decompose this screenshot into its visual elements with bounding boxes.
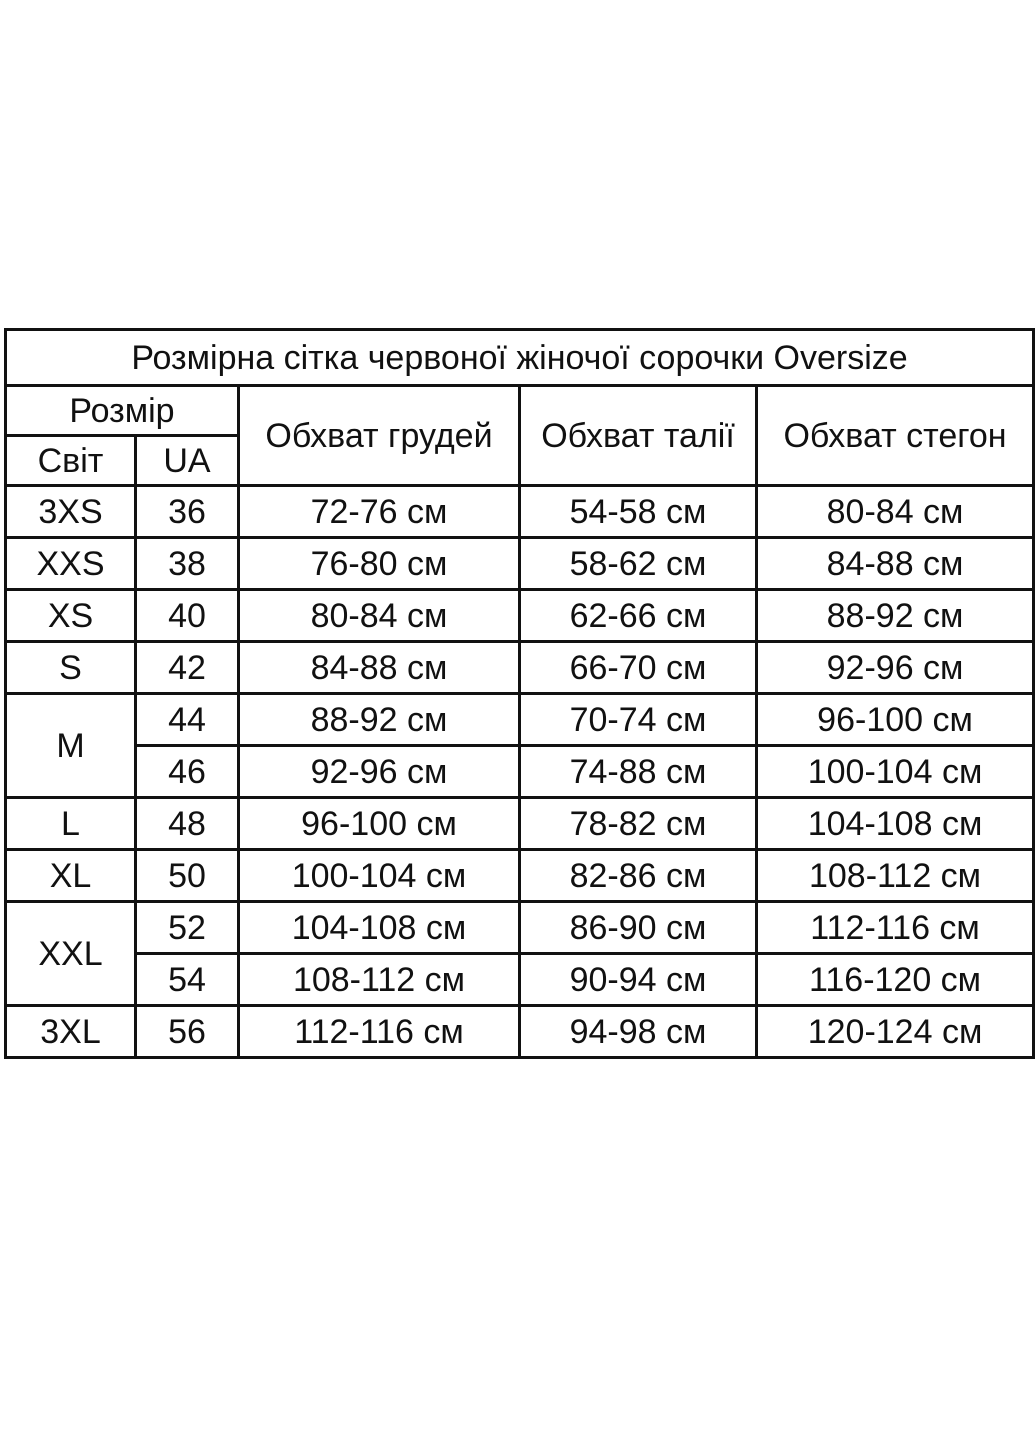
cell-ua: 48 bbox=[136, 798, 239, 850]
table-row bbox=[6, 798, 1034, 850]
cell-hips: 96-100 см bbox=[757, 694, 1034, 746]
table-row bbox=[6, 902, 1034, 954]
cell-world: 3XS bbox=[6, 486, 136, 538]
cell-ua: 40 bbox=[136, 590, 239, 642]
cell-hips: 120-124 см bbox=[757, 1006, 1034, 1058]
cell-hips: 116-120 см bbox=[757, 954, 1034, 1006]
cell-hips: 100-104 см bbox=[757, 746, 1034, 798]
table-row bbox=[6, 486, 1034, 538]
cell-chest: 80-84 см bbox=[239, 590, 520, 642]
cell-world: XXL bbox=[6, 902, 136, 1006]
cell-chest: 104-108 см bbox=[239, 902, 520, 954]
cell-world: XS bbox=[6, 590, 136, 642]
cell-hips: 80-84 см bbox=[757, 486, 1034, 538]
size-chart-table bbox=[4, 328, 1035, 1059]
cell-ua: 44 bbox=[136, 694, 239, 746]
cell-waist: 54-58 см bbox=[520, 486, 757, 538]
cell-chest: 96-100 см bbox=[239, 798, 520, 850]
cell-world: M bbox=[6, 694, 136, 798]
header-ua: UA bbox=[136, 436, 239, 486]
table-row bbox=[6, 1006, 1034, 1058]
cell-hips: 104-108 см bbox=[757, 798, 1034, 850]
table-row bbox=[6, 642, 1034, 694]
cell-ua: 36 bbox=[136, 486, 239, 538]
cell-waist: 58-62 см bbox=[520, 538, 757, 590]
cell-chest: 112-116 см bbox=[239, 1006, 520, 1058]
cell-hips: 108-112 см bbox=[757, 850, 1034, 902]
cell-hips: 84-88 см bbox=[757, 538, 1034, 590]
cell-chest: 92-96 см bbox=[239, 746, 520, 798]
cell-waist: 94-98 см bbox=[520, 1006, 757, 1058]
cell-waist: 86-90 см bbox=[520, 902, 757, 954]
cell-chest: 76-80 см bbox=[239, 538, 520, 590]
cell-waist: 66-70 см bbox=[520, 642, 757, 694]
cell-waist: 82-86 см bbox=[520, 850, 757, 902]
cell-ua: 54 bbox=[136, 954, 239, 1006]
header-world: Світ bbox=[6, 436, 136, 486]
cell-ua: 52 bbox=[136, 902, 239, 954]
cell-ua: 42 bbox=[136, 642, 239, 694]
cell-waist: 90-94 см bbox=[520, 954, 757, 1006]
cell-world: 3XL bbox=[6, 1006, 136, 1058]
cell-world: XXS bbox=[6, 538, 136, 590]
header-waist: Обхват талії bbox=[520, 386, 757, 486]
cell-world: S bbox=[6, 642, 136, 694]
table-title: Розмірна сітка червоної жіночої сорочки Oversize bbox=[6, 330, 1034, 386]
table-row bbox=[6, 590, 1034, 642]
cell-ua: 56 bbox=[136, 1006, 239, 1058]
header-row-1 bbox=[6, 386, 1034, 436]
table-row bbox=[6, 538, 1034, 590]
header-size-group: Розмір bbox=[6, 386, 239, 436]
table-row bbox=[6, 954, 1034, 1006]
cell-ua: 46 bbox=[136, 746, 239, 798]
cell-chest: 84-88 см bbox=[239, 642, 520, 694]
title-row bbox=[6, 330, 1034, 386]
cell-chest: 108-112 см bbox=[239, 954, 520, 1006]
cell-chest: 88-92 см bbox=[239, 694, 520, 746]
table-row bbox=[6, 694, 1034, 746]
cell-world: XL bbox=[6, 850, 136, 902]
table-row bbox=[6, 850, 1034, 902]
cell-chest: 100-104 см bbox=[239, 850, 520, 902]
table-row bbox=[6, 746, 1034, 798]
cell-ua: 50 bbox=[136, 850, 239, 902]
header-chest: Обхват грудей bbox=[239, 386, 520, 486]
cell-waist: 74-88 см bbox=[520, 746, 757, 798]
cell-ua: 38 bbox=[136, 538, 239, 590]
cell-waist: 70-74 см bbox=[520, 694, 757, 746]
cell-waist: 62-66 см bbox=[520, 590, 757, 642]
cell-hips: 112-116 см bbox=[757, 902, 1034, 954]
cell-world: L bbox=[6, 798, 136, 850]
header-hips: Обхват стегон bbox=[757, 386, 1034, 486]
cell-waist: 78-82 см bbox=[520, 798, 757, 850]
cell-hips: 92-96 см bbox=[757, 642, 1034, 694]
cell-chest: 72-76 см bbox=[239, 486, 520, 538]
cell-hips: 88-92 см bbox=[757, 590, 1034, 642]
